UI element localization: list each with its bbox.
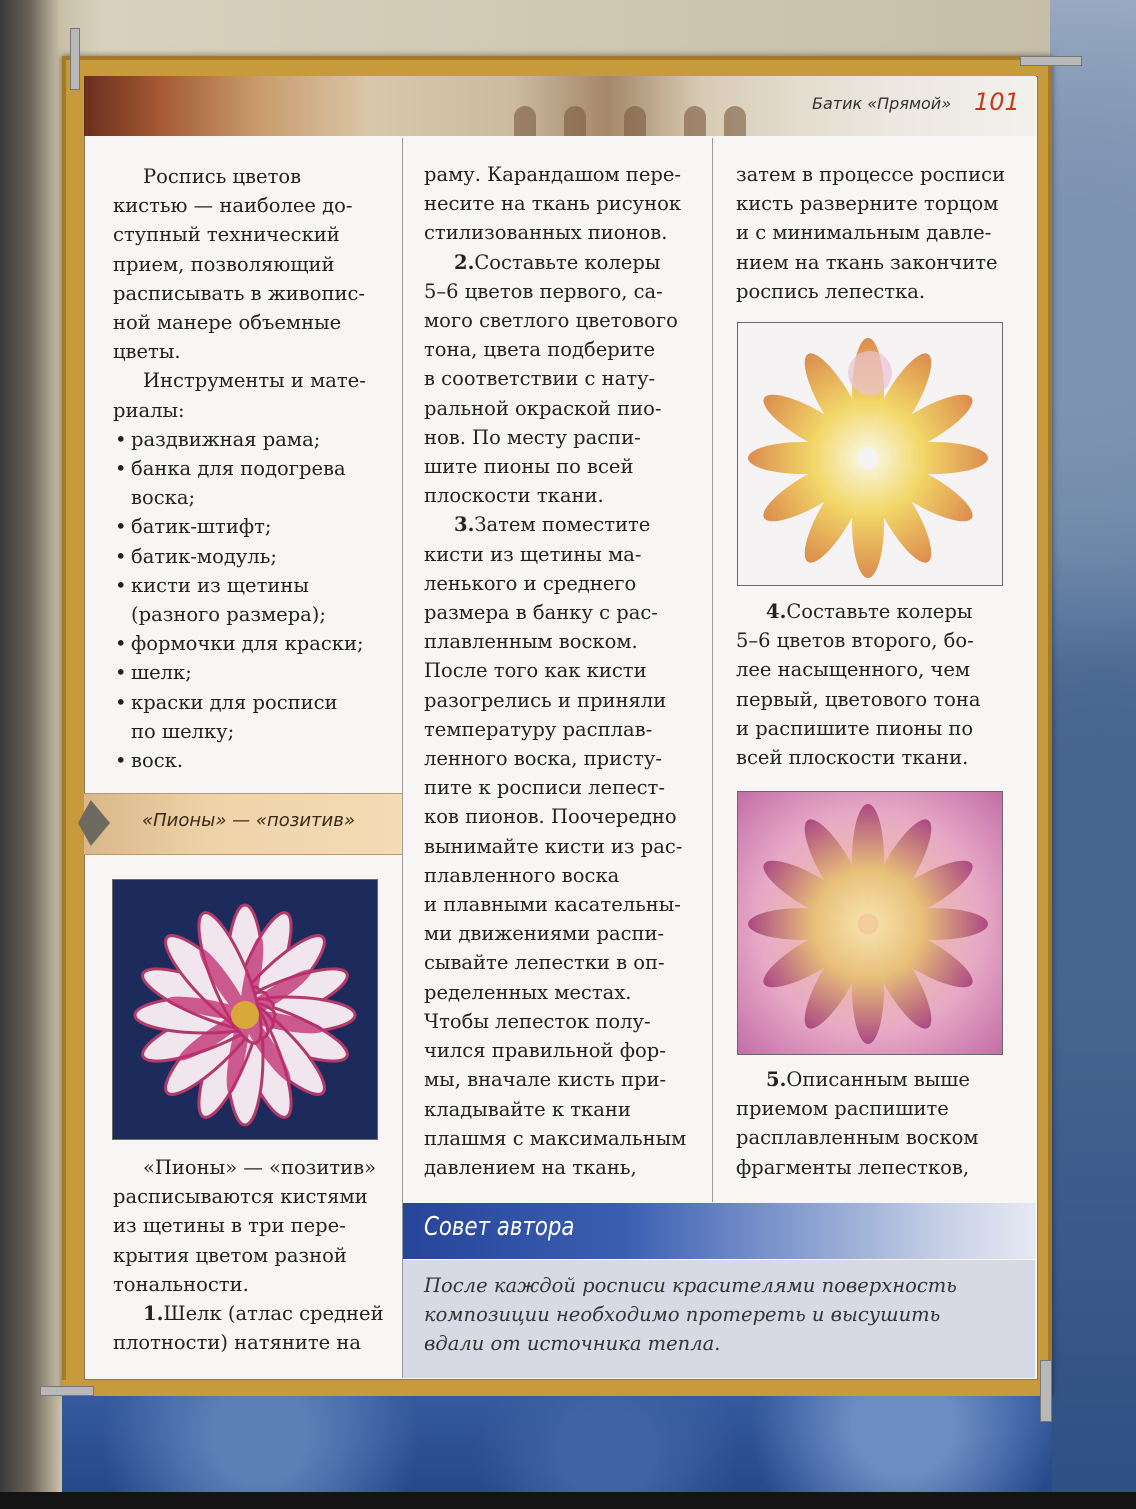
step-3 [424,510,709,539]
step-text: Шелк (атлас средней [163,1302,384,1326]
text-line: в соответствии с нату- [424,367,656,391]
list-item: • краски для росписи по шелку; [113,688,361,746]
tip-line: вдали от источника тепла. [424,1332,721,1355]
materials-heading: риалы: [113,398,185,422]
text-line: давлением на ткань, [424,1155,637,1179]
text-line: роспись лепестка. [736,279,926,303]
peony-step-2-photo [737,791,1003,1055]
text-line: плоскости ткани. [424,484,604,508]
text-line: ков пионов. Поочередно [424,805,677,829]
text-line: чился правильной фор- [424,1039,666,1063]
list-item: • кисти из щетины (разного размера); [113,571,361,629]
step-number: 2. [454,250,475,274]
text-line: фрагменты лепестков, [736,1155,970,1179]
list-item: • шелк; [113,658,398,687]
step-1 [113,1299,398,1328]
column-2 [424,160,709,1182]
text-line: и с минимальным давле- [736,221,992,245]
list-item: • батик-штифт; [113,512,398,541]
text-line: температуру расплав- [424,717,653,741]
text-line: стилизованных пионов. [424,221,668,245]
intro-line: цветы. [113,340,181,364]
list-item: • батик-модуль; [113,542,398,571]
text-line: мого светлого цветового [424,309,678,333]
text-line: шите пионы по всей [424,455,634,479]
pin-icon [70,28,80,90]
text-line: кисти из щетины ма- [424,542,642,566]
text-line: пите к росписи лепест- [424,776,665,800]
materials-heading: Инструменты и мате- [143,369,366,393]
column-1 [113,162,398,775]
text-line: мы, вначале кисть при- [424,1068,667,1092]
intro-line: прием, позволяющий [113,252,335,276]
list-item: • формочки для краски; [113,629,398,658]
column-divider [712,138,713,1202]
column-3 [736,160,1031,306]
intro-line: Роспись цветов [143,165,302,188]
intro-line: ступный технический [113,223,340,247]
pin-icon [1040,1360,1052,1422]
caption-line: тональности. [113,1272,249,1296]
text-line: несите на ткань рисунок [424,192,682,216]
text-line: 5–6 цветов первого, са- [424,279,663,303]
intro-line: ной манере объемные [113,311,342,335]
text-line: ленького и среднего [424,571,637,595]
materials-list [113,425,398,775]
step-text: Затем поместите [474,513,651,537]
text-line: вынимайте кисти из рас- [424,834,683,858]
text-line: 5–6 цветов второго, бо- [736,629,974,653]
text-line: плавленным воском. [424,630,638,654]
marble-edge [1050,0,1136,1509]
scan-edge [0,1492,1136,1509]
step-number: 3. [454,513,475,537]
list-item: • раздвижная рама; [113,425,398,454]
column-divider [402,138,403,1378]
caption-line: из щетины в три пере- [113,1214,346,1238]
step-line: плотности) натяните на [113,1331,362,1355]
text-line: и распишите пионы по [736,716,974,740]
step-4 [736,597,1031,626]
step-text: Составьте колеры [786,600,973,623]
text-line: раму. Карандашом пере- [424,163,681,186]
text-line: всей плоскости ткани. [736,746,969,770]
step-number: 5. [766,1068,787,1091]
running-header: Батик «Прямой» [812,94,952,113]
text-line: кладывайте к ткани [424,1097,631,1121]
text-line: и плавными касательны- [424,893,681,917]
column-3-lower [736,1065,1031,1182]
tip-line: композиции необходимо протереть и высушить [424,1303,941,1326]
caption-line: расписываются кистями [113,1185,368,1209]
text-line: нов. По месту распи- [424,425,641,449]
peony-positive-photo [112,879,378,1140]
text-line: нием на ткань закончите [736,250,998,274]
list-item: • воск. [113,746,398,775]
step-5 [736,1065,1031,1094]
text-line: первый, цветового тона [736,687,981,711]
text-line: плавленного воска [424,863,620,887]
text-line: Чтобы лепесток полу- [424,1009,651,1033]
text-line: затем в процессе росписи [736,163,1006,186]
text-line: расплавленным воском [736,1126,979,1150]
tip-title: Совет автора [424,1212,575,1242]
pin-icon [40,1386,94,1396]
tip-line: После каждой росписи красителями поверхность [424,1274,957,1297]
tip-text [424,1271,1014,1358]
page-number: 101 [974,88,1020,116]
step-text: Описанным выше [786,1068,970,1091]
text-line: ми движениями распи- [424,922,665,946]
intro-line: кистью — наиболее до- [113,194,353,218]
section-title: «Пионы» — «позитив» [142,810,355,831]
step-number: 4. [766,600,787,623]
text-line: плашмя с максимальным [424,1126,687,1150]
caption-line: крытия цветом разной [113,1243,347,1267]
text-line: ленного воска, присту- [424,747,662,771]
peony-step-1-photo [737,322,1003,586]
step-number: 1. [143,1302,164,1326]
text-line: ральной окраской пио- [424,396,662,420]
text-line: размера в банку с рас- [424,601,658,625]
column-1-lower [113,1153,398,1357]
text-line: разогрелись и приняли [424,688,667,712]
text-line: После того как кисти [424,659,647,683]
step-text: Составьте колеры [474,250,661,274]
text-line: тона, цвета подберите [424,338,656,362]
marble-strip [62,1396,1052,1492]
text-line: приемом распишите [736,1097,949,1121]
intro-line: расписывать в живопис- [113,281,366,305]
column-3-mid [736,597,1031,772]
text-line: ределенных местах. [424,980,632,1004]
text-line: лее насыщенного, чем [736,658,971,682]
pin-icon [1020,56,1082,66]
list-item: • банка для подогрева воска; [113,454,361,512]
text-line: кисть разверните торцом [736,192,999,216]
step-2 [424,248,709,277]
text-line: сывайте лепестки в оп- [424,951,665,975]
caption-line: «Пионы» — «позитив» [143,1156,377,1179]
